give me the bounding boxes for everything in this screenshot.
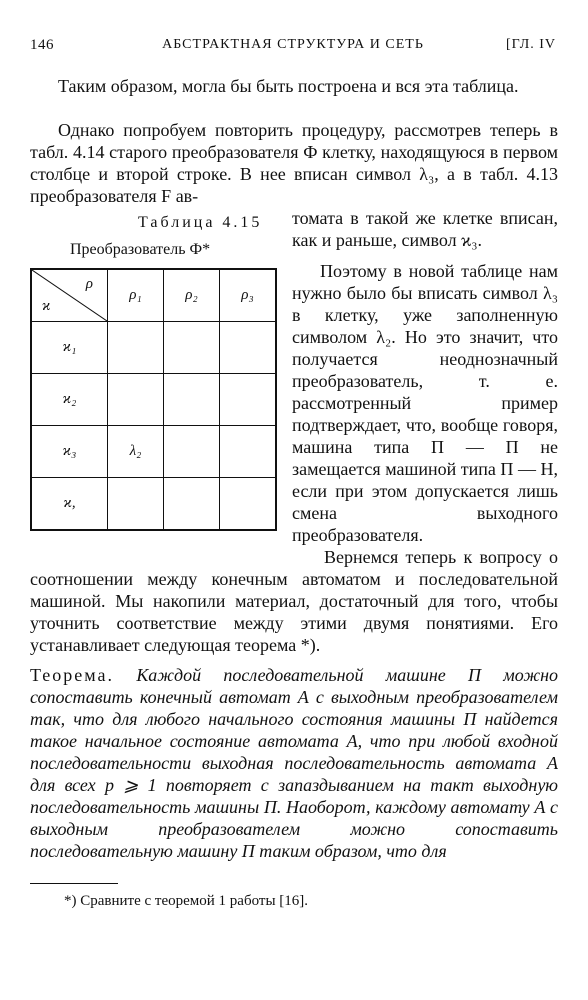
table-row xyxy=(31,426,276,478)
table-corner-cell xyxy=(31,269,108,322)
row-header: ϰ, xyxy=(31,478,108,531)
table-cell xyxy=(108,374,164,426)
column-header: ρ₃ xyxy=(220,269,277,322)
theorem xyxy=(30,664,558,862)
table-row xyxy=(31,374,276,426)
page-number: 146 xyxy=(30,37,54,53)
table-name: Преобразователь Ф* xyxy=(70,241,211,258)
table-cell xyxy=(164,426,220,478)
column-header: ρ₁ xyxy=(108,269,164,322)
paragraph-1: Таким образом, могла бы быть построена и вся эта таблица. xyxy=(58,76,519,96)
corner-column-symbol: ρ xyxy=(85,276,93,292)
theorem-body: Каждой последовательной машине П можно сопоставить конечный автомат А с выходным преобразователем так, что для любого начального состояния машины П найдется такое начальное состояние автомата А, что при любой входной последовательности выходная последовательность автомата А для всех p ⩾ 1 повторяет с запаздыванием на такт выходную последовательность машины П. Наоборот, каждому автомату А с выходным преобразователем можно сопоставить последовательную машину П таким образом, что для xyxy=(30,665,559,861)
paragraph-4: Вернемся теперь к вопросу о соотношении между конечным автоматом и последовательной машиной. Мы накопили материал, достаточный для того, чтобы уточнить соответствие между этими двумя понятиями. Его устанавливает следующая теорема *). xyxy=(30,547,558,655)
table-cell xyxy=(220,426,277,478)
chapter-label: [ГЛ. IV xyxy=(506,37,556,52)
row-header: ϰ₃ xyxy=(31,426,108,478)
corner-row-symbol: ϰ xyxy=(42,298,51,314)
table-cell xyxy=(220,322,277,374)
table-cell xyxy=(220,374,277,426)
row-header: ϰ₂ xyxy=(31,374,108,426)
page-header xyxy=(30,37,556,57)
paragraph-2-continued: томата в такой же клетке вписан, как и раньше, символ ϰ₃. xyxy=(292,208,558,250)
table-caption: Таблица 4.15 xyxy=(138,214,263,231)
paragraph-2: Однако попробуем повторить процедуру, рассмотрев теперь в табл. 4.14 старого преобразователя Ф клетку, находящуюся в первом столбце и второй строке. В нее вписан символ λ₃, а в табл. 4.13 преобразователя F ав- xyxy=(30,120,558,206)
row-header: ϰ₁ xyxy=(31,322,108,374)
table-cell xyxy=(108,478,164,531)
table-cell xyxy=(164,374,220,426)
table-row xyxy=(31,322,276,374)
table-cell xyxy=(108,322,164,374)
paragraph-3: Поэтому в новой таблице нам нужно было бы вписать символ λ₃ в клетку, уже заполненную символом λ₂. Но это значит, что получается неоднозначный преобразователь, т. е. рассмотренный пример подтверждает, что, вообще говоря, машина типа П — П не замещается машиной типа П — Н, если при этом допускается лишь смена выходного преобразователя. xyxy=(292,261,558,545)
table-row xyxy=(31,478,276,531)
table-header-row xyxy=(31,269,276,322)
running-title: АБСТРАКТНАЯ СТРУКТУРА И СЕТЬ xyxy=(162,37,424,52)
table-cell xyxy=(220,478,277,531)
table-cell xyxy=(164,478,220,531)
transducer-table xyxy=(30,268,277,531)
theorem-lead: Теорема. xyxy=(30,665,115,685)
footnote-rule xyxy=(30,883,118,884)
footnote: *) Сравните с теоремой 1 работы [16]. xyxy=(64,893,309,909)
table-cell: λ₂ xyxy=(108,426,164,478)
table-cell xyxy=(164,322,220,374)
column-header: ρ₂ xyxy=(164,269,220,322)
